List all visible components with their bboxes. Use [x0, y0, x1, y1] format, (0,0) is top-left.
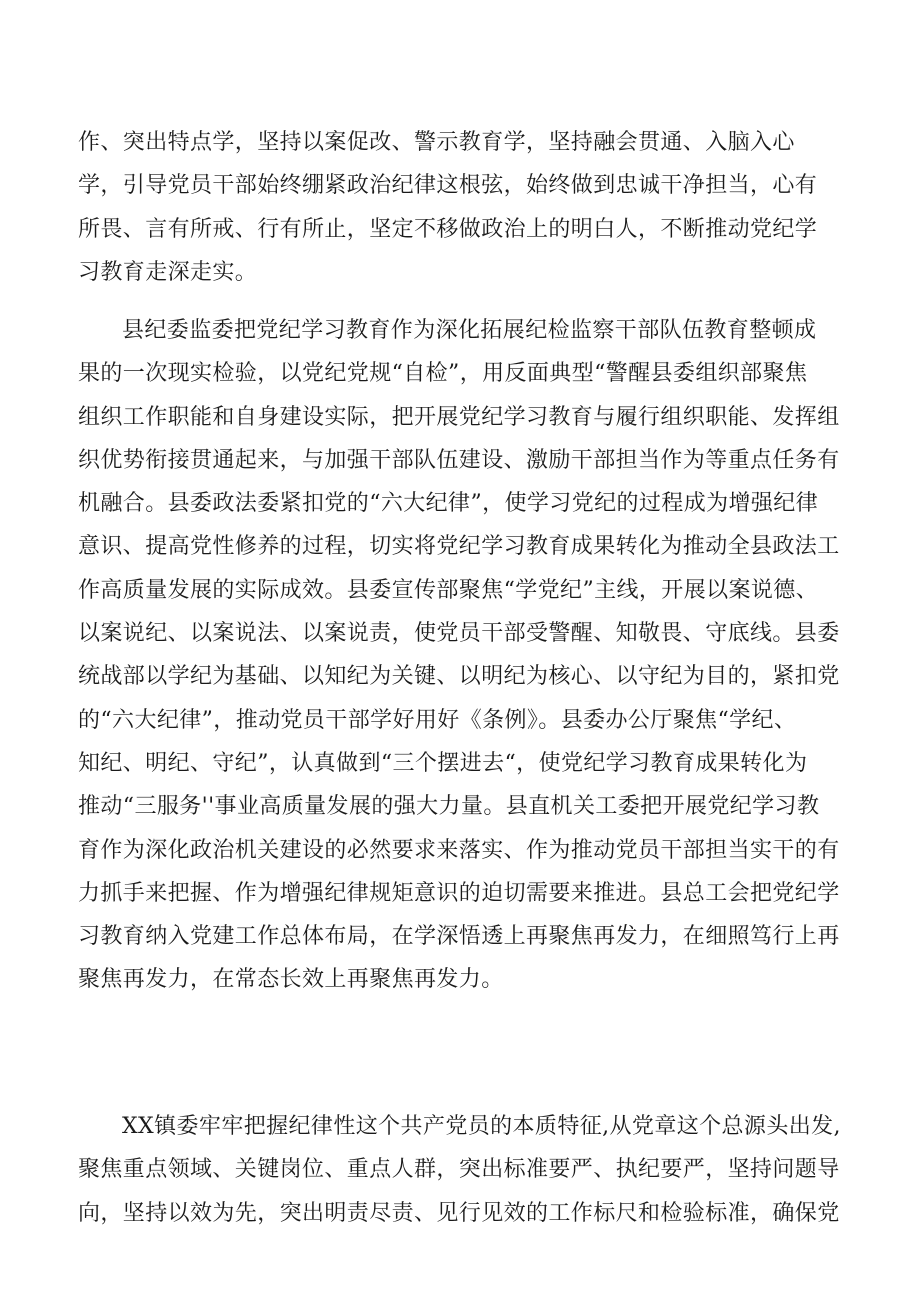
text-line: 织优势衔接贯通起来，与加强干部队伍建设、激励干部担当作为等重点任务有 [78, 447, 840, 473]
text-line: 力抓手来把握、作为增强纪律规矩意识的迫切需要来推进。县总工会把党纪学 [78, 880, 840, 906]
text-line: 机融合。县委政法委紧扣党的“六大纪律”，使学习党纪的过程成为增强纪律 [78, 491, 819, 517]
text-line: 作、突出特点学，坚持以案促改、警示教育学，坚持融会贯通、入脑入心 [78, 130, 795, 155]
text-line: 聚焦重点领域、关键岗位、重点人群，突出标准要严、执纪要严，坚持问题导 [78, 1157, 840, 1183]
text-line: 习教育纳入党建工作总体布局，在学深悟透上再聚焦再发力，在细照笃行上再 [78, 924, 840, 950]
text-line: 育作为深化政治机关建设的必然要求来落实、作为推动党员干部担当实干的有 [78, 837, 840, 863]
text-line: 学，引导党员干部始终绷紧政治纪律这根弦，始终做到忠诚干净担当，心有 [78, 173, 818, 199]
text-line: XX镇委牢牢把握纪律性这个共产党员的本质特征,从党章这个总源头出发, [122, 1114, 841, 1139]
text-line: 统战部以学纪为基础、以知纪为关键、以明纪为核心、以守纪为目的，紧扣党 [78, 664, 840, 690]
text-line: 知纪、明纪、守纪”，认真做到“三个摆进去“，使党纪学习教育成果转化为 [78, 750, 808, 776]
text-line: 以案说纪、以案说法、以案说责，使党员干部受警醒、知敬畏、守底线。县委 [78, 621, 840, 647]
text-line: 意识、提高党性修养的过程，切实将党纪学习教育成果转化为推动全县政法工 [78, 534, 840, 560]
text-line: 果的一次现实检验，以党纪党规“自检”，用反面典型“警醒县委组织部聚焦 [78, 361, 808, 387]
text-line: 聚焦再发力，在常态长效上再聚焦再发力。 [78, 967, 504, 993]
paragraph-3 [78, 1105, 878, 1235]
paragraph-1 [78, 121, 878, 294]
paragraph-2 [78, 309, 878, 1002]
text-line: 向，坚持以效为先，突出明责尽责、见行见效的工作标尺和检验标准，确保党 [78, 1200, 840, 1226]
text-line: 组织工作职能和自身建设实际，把开展党纪学习教育与履行组织职能、发挥组 [78, 404, 840, 430]
text-line: 县纪委监委把党纪学习教育作为深化拓展纪检监察干部队伍教育整顿成 [122, 318, 817, 343]
text-line: 的“六大纪律”，推动党员干部学好用好《条例》。县委办公厅聚焦“学纪、 [78, 707, 797, 733]
text-line: 推动“三服务''事业高质量发展的强大力量。县直机关工委把开展党纪学习教 [78, 794, 820, 820]
text-line: 作高质量发展的实际成效。县委宣传部聚焦“学党纪”主线，开展以案说德、 [78, 577, 819, 603]
text-line: 习教育走深走实。 [78, 259, 258, 285]
text-line: 所畏、言有所戒、行有所止，坚定不移做政治上的明白人，不断推动党纪学 [78, 216, 818, 242]
